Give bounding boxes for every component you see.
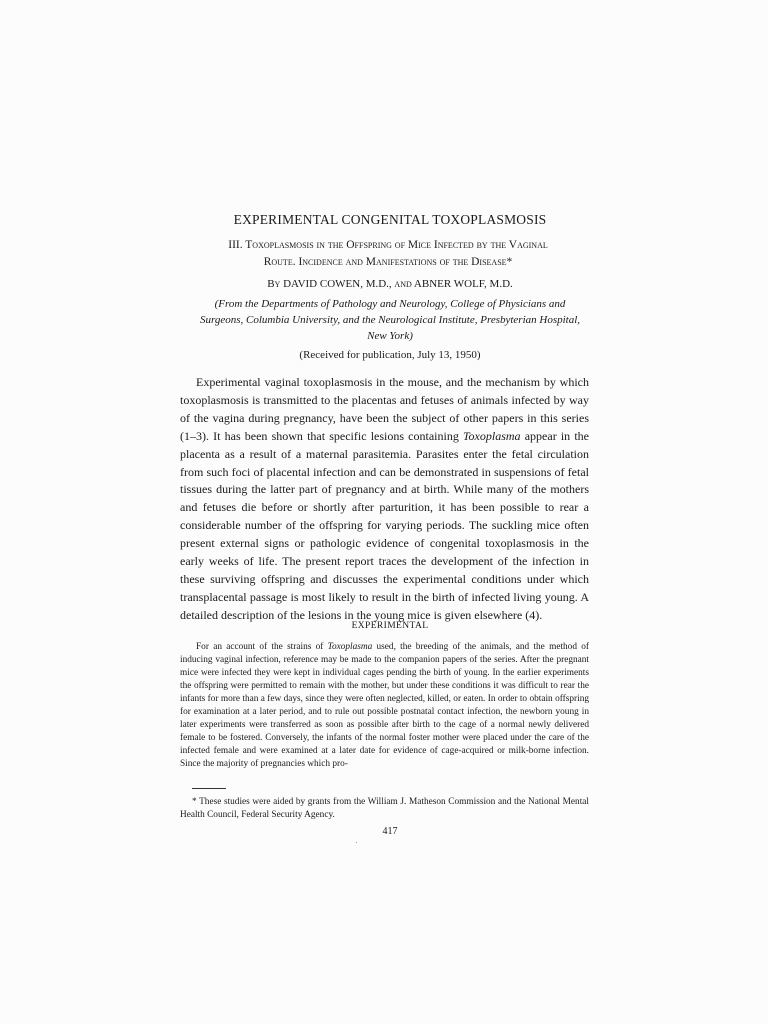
scan-speck [356, 842, 357, 843]
experimental-paragraph [180, 641, 589, 771]
author-1: DAVID COWEN, M.D., [283, 278, 392, 290]
experimental-italic-term: Toxoplasma [327, 642, 373, 652]
affiliation: (From the Departments of Pathology and Neurology, College of Physicians and Surgeons, Columbia University, and the Neurological Institute, Presbyterian Hospital, New York) [199, 298, 581, 342]
author-2: ABNER WOLF, M.D. [413, 278, 513, 290]
intro-italic-term: Toxoplasma [462, 428, 521, 443]
section-heading-experimental: EXPERIMENTAL [351, 621, 429, 631]
subtitle-line-2: Route. Incidence and Manifestations of the Disease* [263, 256, 513, 268]
author-byline [180, 278, 600, 290]
byline-by: By [267, 278, 281, 290]
experimental-text-2: used, the breeding of the animals, and the method of inducing vaginal infection, reference may be made to the companion papers of the series. After the pregnant mice were infected they were kept in individual cages pending the birth of young. In the earlier experiments the offspring were permitted to remain with the mother, but under these conditions it was difficult to rear the infants for more than a few days, since they were often neglected, killed, or eaten. In order to obtain offspring for examination at a later period, and to rule out possible postnatal contact infection, the newborn young in later experiments were transferred as soon as possible after birth to the cage of a normal newly delivered female to be fostered. Conversely, the infants of the normal foster mother were placed under the care of the infected female and were examined at a later date for evidence of cage-acquired or milk-borne infection. Since the majority of pregnancies which pro- [180, 642, 589, 769]
subtitle-line-1: III. Toxoplasmosis in the Offspring of Mice Infected by the Vaginal [228, 239, 548, 251]
intro-text-1: Experimental vaginal toxoplasmosis in the mouse, and the mechanism by which toxoplasmosis is transmitted to the placentas and fetuses of animals infected by way of the vagina during pregnancy, have been the subject of other papers in this series (1–3). It has been shown that specific lesions containing [180, 375, 589, 443]
article-title: EXPERIMENTAL CONGENITAL TOXOPLASMOSIS [233, 212, 547, 227]
experimental-text-1: For an account of the strains of [196, 642, 328, 652]
footnote: * These studies were aided by grants from the William J. Matheson Commission and the National Mental Health Council, Federal Security Agency. [180, 797, 589, 820]
page-number: 417 [382, 826, 398, 837]
article-subtitle [178, 237, 598, 271]
byline-and: and [394, 278, 412, 290]
intro-text-2: appear in the placenta as a result of a maternal parasitemia. Parasites enter the fetal circulation from such foci of placental infection and can be demonstrated in suspensions of fetal tissues during the latter part of pregnancy and at birth. While many of the mothers and fetuses die before or shortly after parturition, it has been possible to rear a considerable number of the offspring for varying periods. The suckling mice often present external signs or pathologic evidence of congenital toxoplasmosis in the early weeks of life. The present report traces the development of the infection in these surviving offspring and discusses the experimental conditions under which transplacental passage is most likely to result in the birth of infected living young. A detailed description of the lesions in the young mice is given elsewhere (4). [180, 428, 589, 622]
received-date: (Received for publication, July 13, 1950) [299, 349, 481, 361]
intro-paragraph [180, 374, 589, 625]
footnote-divider [192, 788, 226, 789]
